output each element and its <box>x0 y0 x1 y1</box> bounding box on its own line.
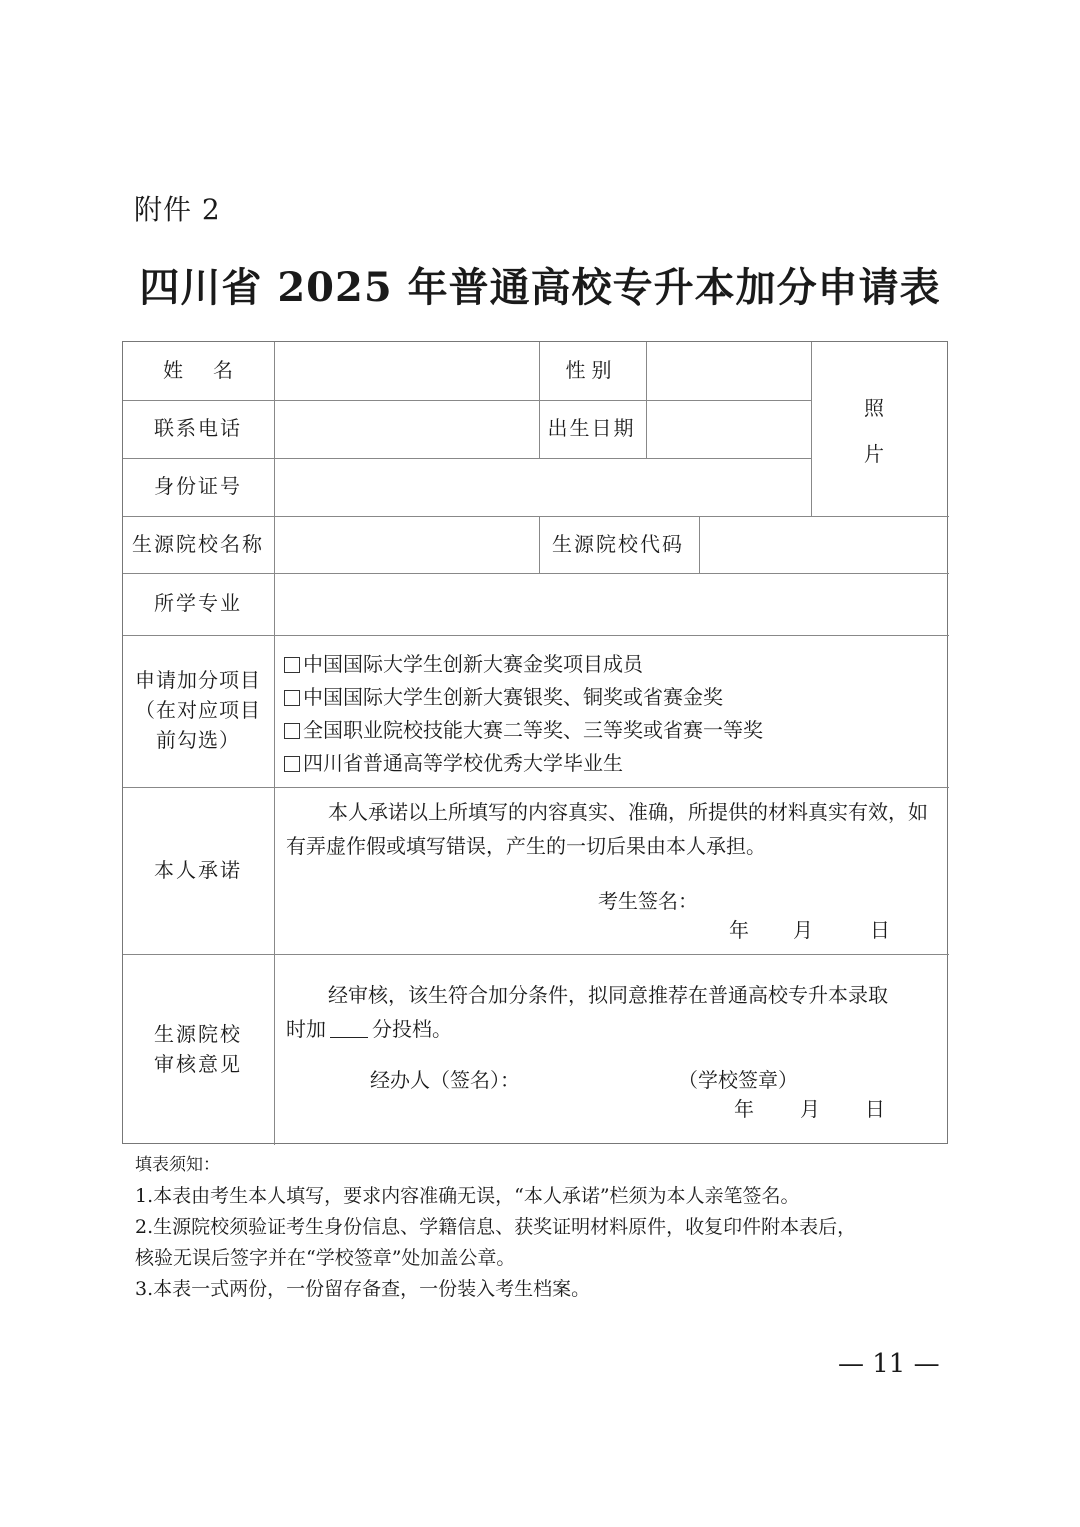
review-date-year: 年 <box>734 1097 754 1121</box>
bonus-items-label: 申请加分项目 （在对应项目 前勾选） <box>135 668 261 752</box>
candidate-signature-field[interactable] <box>700 886 920 916</box>
page-title: 四川省 2025 年普通高校专升本加分申请表 <box>139 264 941 311</box>
school-code-field[interactable] <box>699 517 946 570</box>
name-field[interactable] <box>275 343 537 397</box>
checkbox-icon[interactable] <box>284 756 300 772</box>
bonus-option-silver-bronze[interactable]: 中国国际大学生创新大赛银奖、铜奖或省赛金奖 <box>284 681 763 714</box>
id-number-label: 身份证号 <box>154 474 242 498</box>
bonus-option-skills-contest[interactable]: 全国职业院校技能大赛二等奖、三等奖或省赛一等奖 <box>284 714 763 747</box>
pledge-label: 本人承诺 <box>154 857 242 882</box>
bonus-points-blank[interactable] <box>330 1015 368 1038</box>
birth-date-label: 出生日期 <box>547 416 636 440</box>
form-instructions <box>135 1150 856 1305</box>
bonus-option-outstanding-graduate[interactable]: 四川省普通高等学校优秀大学毕业生 <box>284 747 763 780</box>
major-field[interactable] <box>275 574 946 632</box>
instruction-item: 3.本表一式两份，一份留存备查，一份装入考生档案。 <box>135 1278 591 1300</box>
review-date-day: 日 <box>865 1097 885 1121</box>
instructions-heading: 填表须知： <box>135 1155 220 1175</box>
candidate-signature-label: 考生签名： <box>598 889 698 913</box>
school-seal-label: （学校签章） <box>678 1068 798 1092</box>
review-text: 经审核，该生符合加分条件，拟同意推荐在普通高校专升本录取 时加 分投档。 <box>286 983 888 1041</box>
gender-label: 性别 <box>565 358 618 382</box>
pledge-date-month: 月 <box>793 918 813 942</box>
instruction-item: 2.生源院校须验证考生身份信息、学籍信息、获奖证明材料原件，收复印件附本表后， <box>135 1216 857 1238</box>
phone-label: 联系电话 <box>154 416 242 440</box>
id-number-field[interactable] <box>275 459 808 513</box>
photo-label: 照 片 <box>864 396 884 466</box>
handler-signature-field[interactable] <box>530 1064 670 1094</box>
name-label: 姓名 <box>163 358 263 382</box>
pledge-text: 本人承诺以上所填写的内容真实、准确，所提供的材料真实有效，如有弄虚作假或填写错误，产生的一切后果由本人承担。 <box>286 800 928 858</box>
phone-field[interactable] <box>275 401 537 455</box>
pledge-date-year: 年 <box>729 918 749 942</box>
review-date-month: 月 <box>800 1097 820 1121</box>
bonus-option-gold-member[interactable]: 中国国际大学生创新大赛金奖项目成员 <box>284 648 763 681</box>
checkbox-icon[interactable] <box>284 657 300 673</box>
handler-signature-label: 经办人（签名）： <box>370 1068 520 1092</box>
bonus-options-list <box>284 648 763 780</box>
school-name-label: 生源院校名称 <box>132 531 264 556</box>
birth-date-field[interactable] <box>646 401 808 455</box>
page-number: — 11 — <box>838 1349 940 1379</box>
school-name-field[interactable] <box>275 517 537 570</box>
instruction-item: 1.本表由考生本人填写，要求内容准确无误，“本人承诺”栏须为本人亲笔签名。 <box>135 1185 800 1207</box>
instruction-item: 核验无误后签字并在“学校签章”处加盖公章。 <box>135 1247 516 1269</box>
attachment-label: 附件 2 <box>134 193 221 226</box>
school-code-label: 生源院校代码 <box>552 531 684 556</box>
pledge-date-day: 日 <box>870 918 890 942</box>
checkbox-icon[interactable] <box>284 690 300 706</box>
major-label: 所学专业 <box>154 591 242 615</box>
school-review-label: 生源院校 审核意见 <box>154 1021 242 1076</box>
checkbox-icon[interactable] <box>284 723 300 739</box>
gender-field[interactable] <box>646 343 808 397</box>
